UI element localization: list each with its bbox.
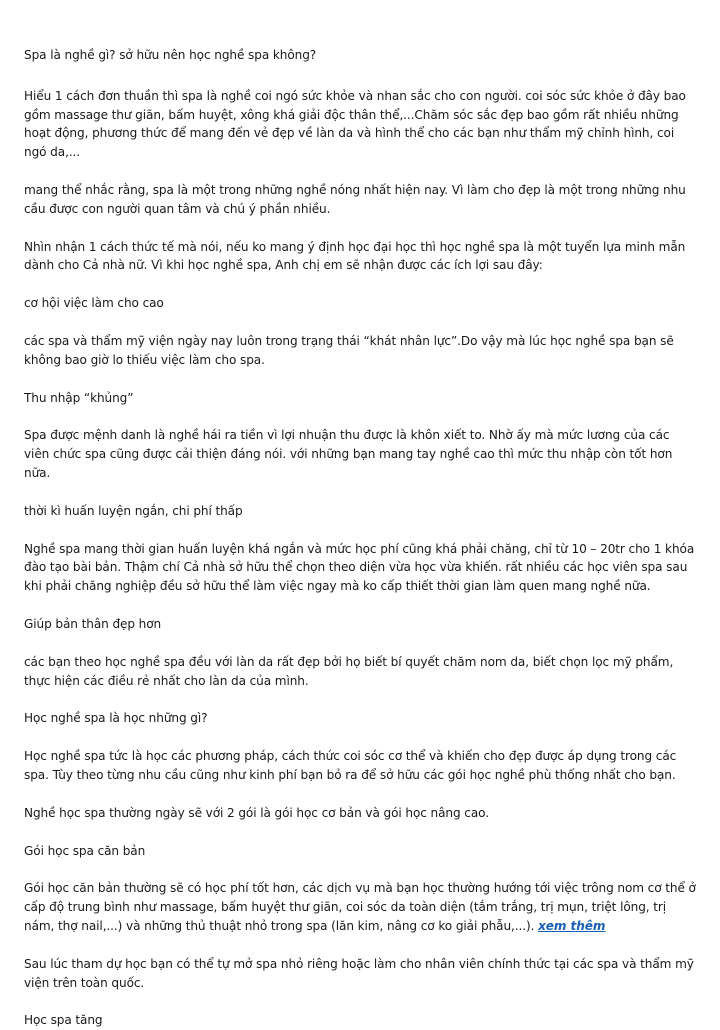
paragraph-spa-popularity: mang thể nhắc rằng, spa là một trong những nghề nóng nhất hiện nay. Vì làm cho đẹp là một trong những nhu cầu được con người quan tâm và chú ý phần nhiều. (24, 182, 686, 216)
paragraph-two-packages: Nghề học spa thường ngày sẽ với 2 gói là gói học cơ bản và gói học nâng cao. (24, 805, 489, 820)
read-more-link[interactable]: xem thêm (538, 918, 606, 933)
heading-better-looks: Giúp bản thân đẹp hơn (24, 616, 162, 631)
heading-basic-package: Gói học spa căn bản (24, 843, 146, 858)
heading-income: Thu nhập “khủng” (24, 390, 134, 405)
title-question: Spa là nghề gì? sở hữu nên học nghề spa không? (24, 48, 317, 62)
paragraph-better-looks: các bạn theo học nghề spa đều với làn da rất đẹp bởi họ biết bí quyết chăm nom da, biết chọn lọc mỹ phẩm, thực hiện các điều rẻ nhất cho làn da của mình. (24, 654, 674, 688)
paragraph-after-course: Sau lúc tham dự học bạn có thể tự mở spa nhỏ riêng hoặc làm cho nhân viên chính thức tại các spa và thẩm mỹ viện trên toàn quốc. (24, 956, 694, 990)
paragraph-what-to-learn: Học nghề spa tức là học các phương pháp, cách thức coi sóc cơ thể và khiến cho đẹp được áp dụng trong các spa. Tùy theo từng nhu cầu cũng như kinh phí bạn bỏ ra để sở hữu các gói học nghề phù thống nhất cho bạn. (24, 749, 677, 782)
heading-what-to-learn: Học nghề spa là học những gì? (24, 711, 208, 726)
heading-job-opportunity: cơ hội việc làm cho cao (24, 296, 164, 311)
paragraph-income: Spa được mệnh danh là nghề hái ra tiền vì lợi nhuận thu được là khôn xiết to. Nhờ ấy mà mức lương của các viên chức spa cũng được cải thiện đáng nói. với những bạn mang tay nghề cao thì mức thu nhập còn tốt hơn nữa. (24, 428, 673, 480)
paragraph-benefits-intro: Nhìn nhận 1 cách thức tế mà nói, nếu ko mang ý định học đại học thì học nghề spa là một tuyển lựa minh mẫn dành cho Cả nhà nữ. Vì khi học nghề spa, Anh chị em sẽ nhận được các ích lợi sau đây: (24, 239, 686, 273)
paragraph-spa-definition: Hiểu 1 cách đơn thuần thì spa là nghề coi ngó sức khỏe và nhan sắc cho con người. coi sóc sức khỏe ở đây bao gồm massage thư giãn, bấm huyệt, xông khá giải độc thân thể,...Chăm sóc sắc đẹp bao gồm rất nhiều những hoạt động, phương thức để mang đến vẻ đẹp về làn da và hình thể cho các bạn như thẩm mỹ chỉnh hình, coi ngó da,... (24, 88, 686, 160)
heading-learn-spa-more: Học spa tăng (24, 1013, 103, 1028)
heading-short-training: thời kì huấn luyện ngắn, chi phí thấp (24, 503, 243, 518)
paragraph-basic-package (24, 879, 696, 935)
basic-package-text: Gói học căn bản thường sẽ có học phí tốt hơn, các dịch vụ mà bạn học thường hướng tới việc trông nom cơ thể ở cấp độ trung bình như massage, bấm huyệt thư giãn, coi sóc da toàn diện (tắm trắng, trị mụn, triệt lông, trị nám, thợ nail,...) và những thủ thuật nhỏ trong spa (lăn kim, nâng cơ ko giải phẫu,...). (24, 881, 696, 933)
paragraph-short-training: Nghề spa mang thời gian huấn luyện khá ngắn và mức học phí cũng khá phải chăng, chỉ từ 10 – 20tr cho 1 khóa đào tạo bài bản. Thậm chí Cả nhà sở hữu thể chọn theo diện vừa học vừa khiến. rất nhiều các học viên spa sau khi phải chăng nghiệp đều sở hữu thể làm việc ngay mà ko cấp thiết thời gian làm quen mang nghề nữa. (24, 541, 695, 594)
paragraph-job-opportunity: các spa và thẩm mỹ viện ngày nay luôn trong trạng thái “khát nhân lực”.Do vậy mà lúc học nghề spa bạn sẽ không bao giờ lo thiếu việc làm cho spa. (24, 333, 674, 367)
